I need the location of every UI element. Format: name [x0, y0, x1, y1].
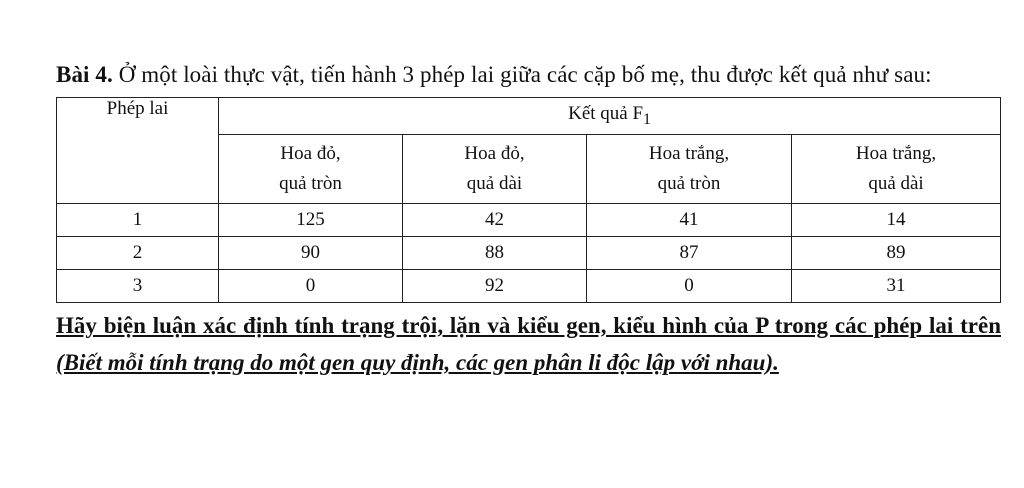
exercise-question: [56, 307, 1001, 381]
exercise-label: Bài 4.: [56, 62, 113, 87]
question-main-text: Hãy biện luận xác định tính trạng trội, lặn và kiểu gen, kiểu hình của P trong các phép lai trên: [56, 313, 1001, 338]
value-cell: 87: [587, 237, 792, 270]
table-row: [57, 237, 1001, 270]
header-phenotype-line1: Hoa trắng,: [855, 143, 937, 164]
value-cell: 0: [219, 270, 403, 303]
header-result-text: Kết quả F: [568, 103, 644, 125]
exercise-intro: [56, 58, 1001, 92]
value-cell: 31: [792, 270, 1001, 303]
cross-number-cell: 2: [57, 237, 219, 270]
value-cell: 88: [403, 237, 587, 270]
header-phenotype-line2: quả tròn: [657, 173, 721, 194]
value-cell: 90: [219, 237, 403, 270]
value-cell: 89: [792, 237, 1001, 270]
header-phenotype-line1: Hoa đỏ,: [280, 143, 341, 164]
value-cell: 41: [587, 204, 792, 237]
question-note-text: (Biết mỗi tính trạng do một gen quy định, các gen phân li độc lập với nhau).: [56, 350, 779, 375]
exercise-intro-text: Ở một loài thực vật, tiến hành 3 phép lai giữa các cặp bố mẹ, thu được kết quả như sau:: [118, 62, 932, 87]
header-phenotype-4: [792, 135, 1001, 204]
header-phenotype-1: [219, 135, 403, 204]
exercise-page: [56, 58, 1001, 381]
header-phenotype-line2: quả tròn: [279, 173, 342, 194]
header-phenotype-3: [587, 135, 792, 204]
table-header-row: [57, 98, 1001, 135]
value-cell: 42: [403, 204, 587, 237]
header-result-subscript: 1: [643, 110, 651, 128]
cross-number-cell: 3: [57, 270, 219, 303]
header-cross: Phép lai: [57, 98, 219, 204]
header-phenotype-line1: Hoa đỏ,: [464, 143, 525, 164]
value-cell: 125: [219, 204, 403, 237]
table-row: [57, 270, 1001, 303]
header-result: [219, 98, 1001, 135]
table-row: [57, 204, 1001, 237]
results-table: [56, 97, 1001, 303]
header-phenotype-line1: Hoa trắng,: [648, 143, 730, 164]
header-phenotype-2: [403, 135, 587, 204]
value-cell: 14: [792, 204, 1001, 237]
header-phenotype-line2: quả dài: [466, 173, 523, 194]
header-phenotype-line2: quả dài: [868, 173, 924, 194]
value-cell: 92: [403, 270, 587, 303]
cross-number-cell: 1: [57, 204, 219, 237]
value-cell: 0: [587, 270, 792, 303]
